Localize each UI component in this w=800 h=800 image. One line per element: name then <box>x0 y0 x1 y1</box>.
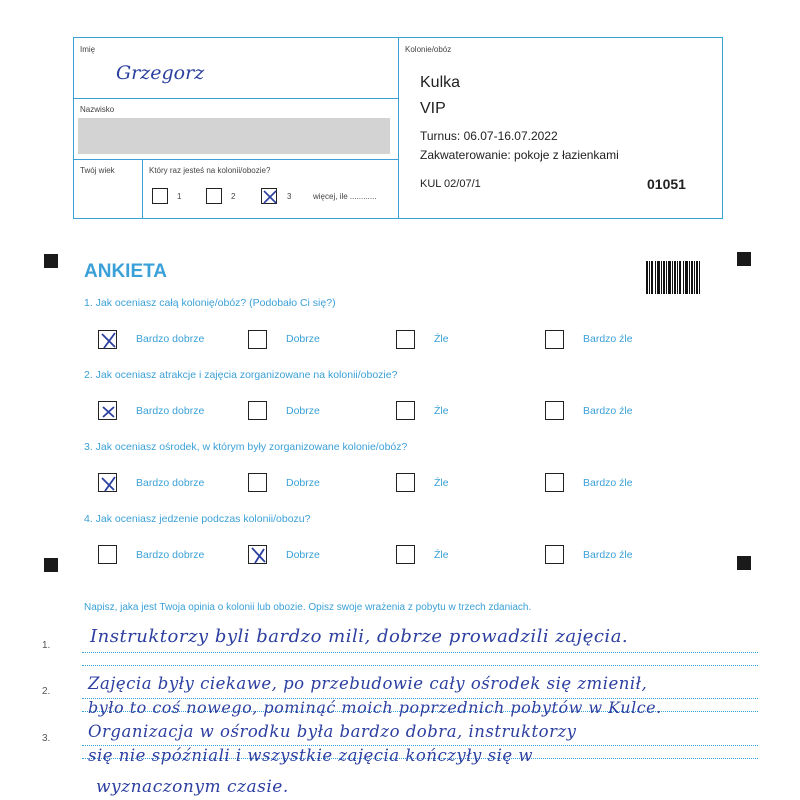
last-name-label: Nazwisko <box>80 105 115 114</box>
times-at-camp-label: Który raz jesteś na kolonii/obozie? <box>149 166 271 175</box>
first-name-value[interactable]: Grzegorz <box>116 62 205 84</box>
first-name-label: Imię <box>80 45 96 54</box>
q2-label-bardzo-dobrze: Bardzo dobrze <box>136 405 205 417</box>
q4-label-bardzo-dobrze: Bardzo dobrze <box>136 549 205 561</box>
q2-option-dobrze[interactable] <box>248 401 267 420</box>
question-2: 2. Jak oceniasz atrakcje i zajęcia zorganizowane na kolonii/obozie? <box>84 369 398 381</box>
times-label-1: 1 <box>177 192 182 201</box>
q3-label-bardzo-dobrze: Bardzo dobrze <box>136 477 205 489</box>
handwritten-answer-line[interactable]: Organizacja w ośrodku była bardzo dobra, instruktorzy <box>88 722 577 741</box>
times-label-3: 3 <box>287 192 292 201</box>
registration-mark <box>44 558 58 572</box>
q2-option-bardzo-zle[interactable] <box>545 401 564 420</box>
q1-label-bardzo-zle: Bardzo źle <box>583 333 633 345</box>
barcode <box>646 261 700 294</box>
q4-option-dobrze[interactable] <box>248 545 267 564</box>
handwritten-answer-line[interactable]: Instruktorzy byli bardzo mili, dobrze prowadzili zajęcia. <box>90 626 629 647</box>
turnus-dates: Turnus: 06.07-16.07.2022 <box>420 129 558 143</box>
q3-option-dobrze[interactable] <box>248 473 267 492</box>
form-number: 01051 <box>647 176 686 192</box>
accommodation: Zakwaterowanie: pokoje z łazienkami <box>420 148 619 162</box>
q2-label-zle: Źle <box>434 405 449 417</box>
times-checkbox-1[interactable] <box>152 188 168 204</box>
check-x-icon <box>99 331 118 350</box>
opinion-prompt: Napisz, jaka jest Twoja opinia o kolonii lub obozie. Opisz swoje wrażenia z pobytu w trzech zdaniach. <box>84 602 532 613</box>
q3-option-bardzo-zle[interactable] <box>545 473 564 492</box>
times-checkbox-2[interactable] <box>206 188 222 204</box>
age-label: Twój wiek <box>80 166 115 175</box>
form-divider-age-vertical <box>142 159 143 219</box>
q1-option-dobrze[interactable] <box>248 330 267 349</box>
handwritten-answer-line[interactable]: Zajęcia były ciekawe, po przebudowie cały ośrodek się zmienił, <box>88 674 648 693</box>
q4-label-bardzo-zle: Bardzo źle <box>583 549 633 561</box>
registration-mark <box>737 556 751 570</box>
camp-label: Kolonie/obóz <box>405 45 452 54</box>
line-number-2: 2. <box>42 686 51 697</box>
check-x-icon <box>99 474 118 493</box>
camp-name: Kulka <box>420 74 461 91</box>
times-label-2: 2 <box>231 192 236 201</box>
q4-option-zle[interactable] <box>396 545 415 564</box>
q3-label-zle: Źle <box>434 477 449 489</box>
q1-option-bardzo-zle[interactable] <box>545 330 564 349</box>
q1-option-bardzo-dobrze[interactable] <box>98 330 117 349</box>
q4-label-zle: Źle <box>434 549 449 561</box>
camp-code: KUL 02/07/1 <box>420 178 481 190</box>
q4-option-bardzo-dobrze[interactable] <box>98 545 117 564</box>
q2-label-bardzo-zle: Bardzo źle <box>583 405 633 417</box>
q3-label-dobrze: Dobrze <box>286 477 320 489</box>
q2-label-dobrze: Dobrze <box>286 405 320 417</box>
form-divider-age <box>73 159 398 160</box>
writing-line <box>82 652 758 653</box>
registration-mark <box>737 252 751 266</box>
times-more-label: więcej, ile ............ <box>313 192 377 201</box>
registration-mark <box>44 254 58 268</box>
question-3: 3. Jak oceniasz ośrodek, w którym były zorganizowane kolonie/obóz? <box>84 441 408 453</box>
redacted-last-name <box>78 118 390 154</box>
form-divider-name <box>73 98 398 99</box>
handwritten-answer-line[interactable]: wyznaczonym czasie. <box>96 777 289 797</box>
q1-label-bardzo-dobrze: Bardzo dobrze <box>136 333 205 345</box>
line-number-3: 3. <box>42 733 51 744</box>
q2-option-bardzo-dobrze[interactable] <box>98 401 117 420</box>
q3-label-bardzo-zle: Bardzo źle <box>583 477 633 489</box>
check-x-icon <box>99 402 118 421</box>
line-number-1: 1. <box>42 640 51 651</box>
q4-label-dobrze: Dobrze <box>286 549 320 561</box>
q2-option-zle[interactable] <box>396 401 415 420</box>
q1-label-dobrze: Dobrze <box>286 333 320 345</box>
question-4: 4. Jak oceniasz jedzenie podczas kolonii/obozu? <box>84 513 311 525</box>
handwritten-answer-line[interactable]: się nie spóźniali i wszystkie zajęcia kończyły się w <box>88 746 533 765</box>
q3-option-zle[interactable] <box>396 473 415 492</box>
q1-label-zle: Źle <box>434 333 449 345</box>
form-divider-vertical <box>398 37 399 219</box>
handwritten-answer-line[interactable]: było to coś nowego, pominąć moich poprzednich pobytów w Kulce. <box>88 698 662 717</box>
writing-line <box>82 665 758 666</box>
q4-option-bardzo-zle[interactable] <box>545 545 564 564</box>
camp-type: VIP <box>420 100 446 117</box>
check-x-icon <box>262 189 278 205</box>
question-1: 1. Jak oceniasz całą kolonię/obóz? (Podobało Ci się?) <box>84 297 336 309</box>
check-x-icon <box>249 546 268 565</box>
times-checkbox-3[interactable] <box>261 188 277 204</box>
q3-option-bardzo-dobrze[interactable] <box>98 473 117 492</box>
q1-option-zle[interactable] <box>396 330 415 349</box>
survey-title: ANKIETA <box>84 261 168 282</box>
